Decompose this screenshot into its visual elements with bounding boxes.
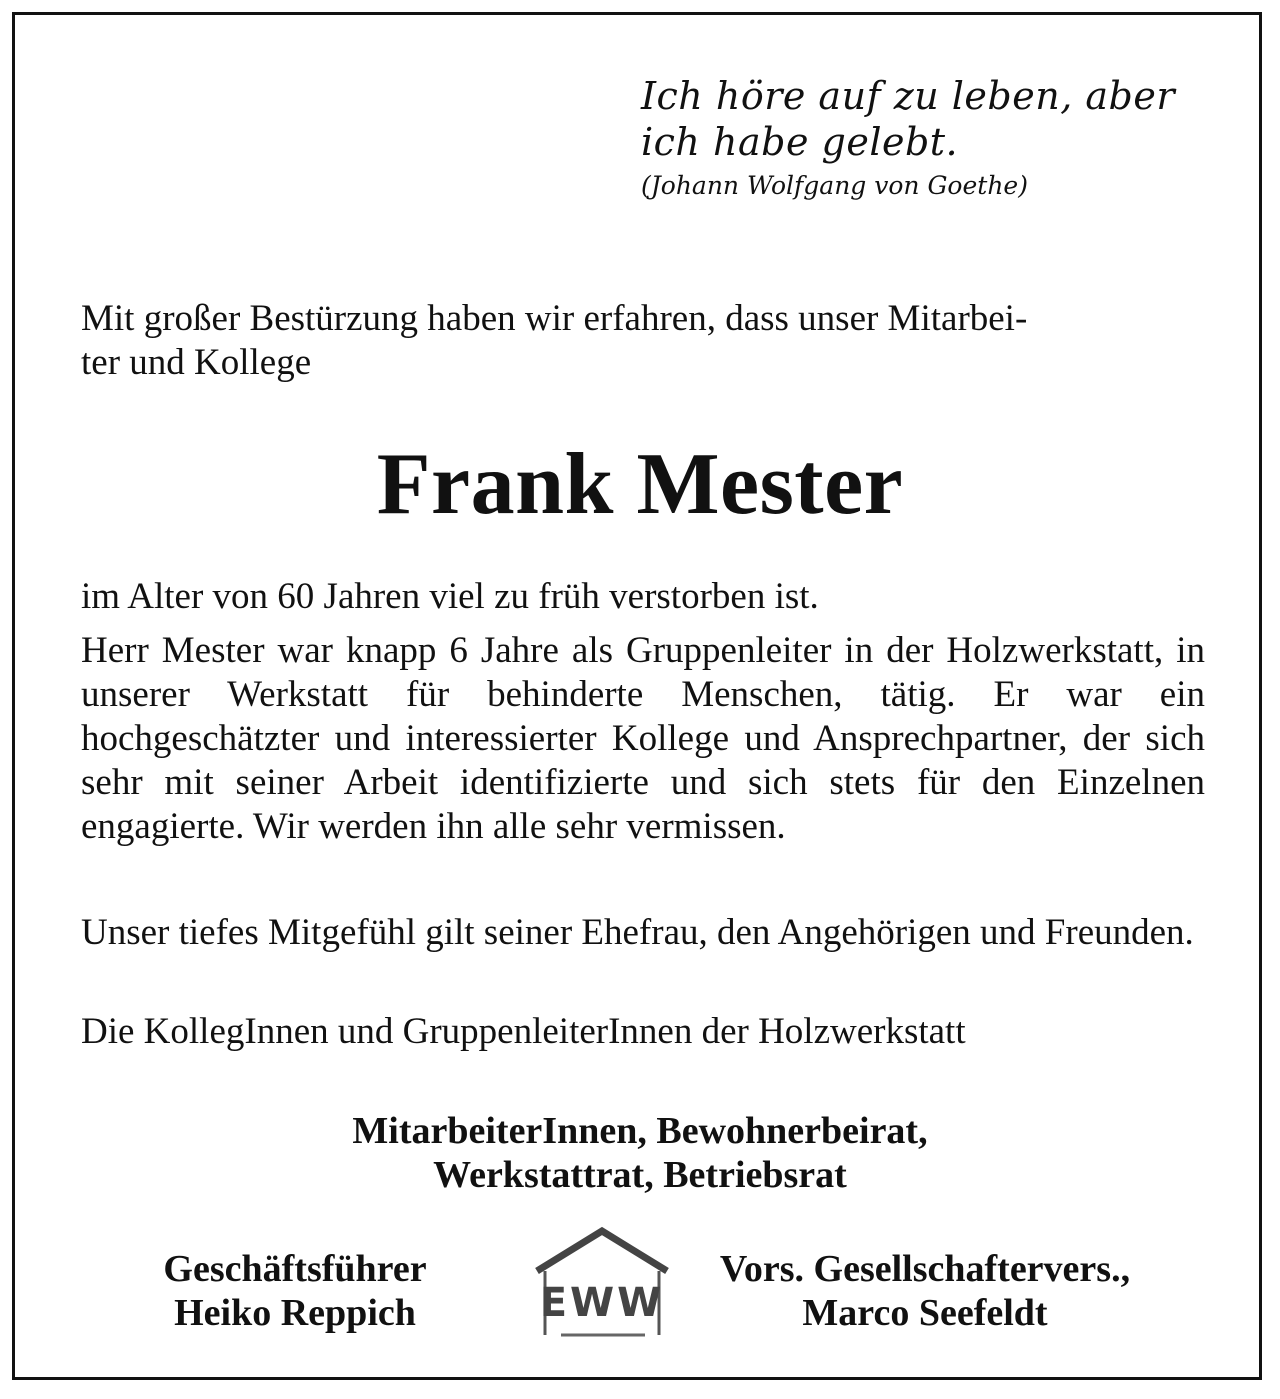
sympathy-paragraph: Unser tiefes Mitgefühl gilt seiner Ehefrau, den Angehörigen und Freunden. [81,912,1194,953]
signature-shareholders-chair [675,1247,1175,1335]
body-paragraph: Herr Mester war knapp 6 Jahre als Gruppenleiter in der Holzwerkstatt, in unserer Werkstatt für behinderte Menschen, tätig. Er war ein hochgeschätzter und interessierter Kollege und Ansprechpartner, der sich sehr mit seiner Arbeit identifizierte und sich stets für den Einzelnen engagierte. Wir werden ihn alle sehr vermissen. [81,630,1205,847]
quote-line-2: ich habe gelebt. [641,120,959,164]
signature-right-title: Vors. Gesellschaftervers., [719,1248,1131,1290]
logo-text: EWW [539,1280,665,1326]
intro-line-2: ter und Kollege [81,342,312,383]
quote-line-1: Ich höre auf zu leben, aber [641,74,1175,118]
colleagues-signature: Die KollegInnen und GruppenleiterInnen der Holzwerkstatt [81,1011,966,1052]
org-groups-line-2: Werkstattrat, Betriebsrat [433,1154,847,1196]
quote-author: (Johann Wolfgang von Goethe) [641,171,1028,200]
obituary-notice [12,12,1262,1380]
signature-managing-director [85,1247,505,1335]
signature-right-name: Marco Seefeldt [802,1292,1048,1334]
age-text: im Alter von 60 Jahren viel zu früh verstorben ist. [81,576,819,617]
goethe-quote [641,73,1241,203]
org-groups-line-1: MitarbeiterInnen, Bewohnerbeirat, [352,1110,928,1152]
deceased-name: Frank Mester [376,436,904,533]
house-roof-logo-icon [527,1223,677,1343]
intro-text [81,297,1205,385]
organization-groups [15,1109,1265,1197]
eww-logo [527,1223,677,1343]
signature-left-title: Geschäftsführer [163,1248,427,1290]
signature-left-name: Heiko Reppich [174,1292,416,1334]
intro-line-1: Mit großer Bestürzung haben wir erfahren, dass unser Mitarbei- [81,298,1028,339]
